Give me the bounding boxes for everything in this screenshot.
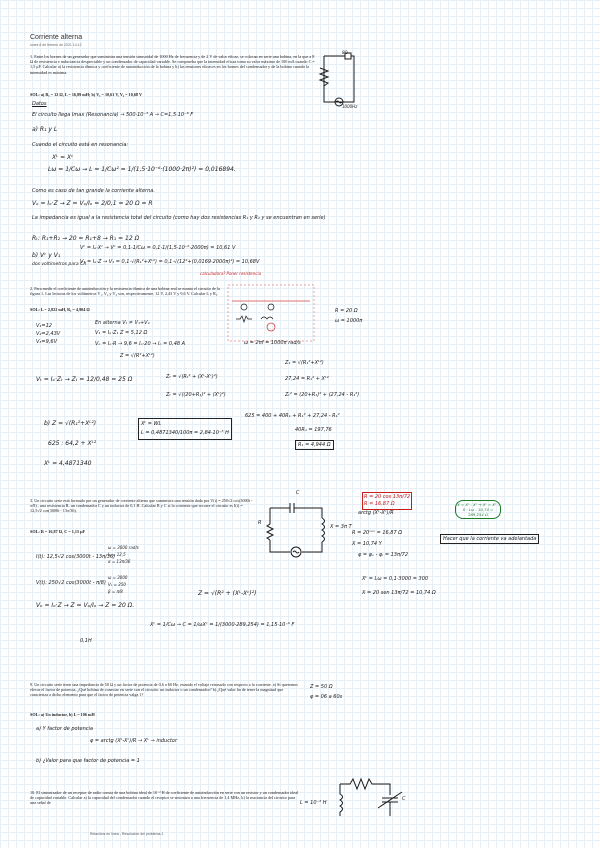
p1-hw-line: b) Vᶜ y V₁	[32, 252, 61, 259]
problem-1-statement: 1. Entre los bornes de un generador que suministra una tensión sinusoidal de 1000 Hz de frecuencia y de 2 V de valor eficaz, se colocan en serie una bobina, en la que a 8 Ω de resistencia e inductancia despreciable y un condensador de capacidad variable. Se comprueba que la intensidad eficaz toma su valor máximo de 100 mA cuando C = 1,5 μF. Calcular a) la resistencia óhmica y coeficiente de autoinducción de la bobina y b) las tensiones eficaces en los bornes del condensador y de la bobina cuando la intensidad es máxima.	[30, 54, 315, 75]
p2-hw-knowns: V₁=12 V₂=2,43V V₃=9,6V	[36, 323, 61, 345]
p2-hw-line: b) Z = √(R₁²+Xᴸ²)	[44, 420, 97, 427]
p3-hw-line: Xᴸ = Lω = 0,1·3000 = 300	[362, 576, 429, 582]
p1-hw-line: Xᴸ = Xᶜ	[52, 154, 74, 161]
p9-hw-line: b) ¿Valor para que factor de potencia = 1	[36, 758, 140, 764]
p2-hw-line: ω = 2πf = 1000π rad/s	[244, 340, 301, 346]
p3-circuit-label-r: R	[258, 520, 262, 526]
problem-9-solution: SOL: a) Un inductor, b) L = 106 mH	[30, 712, 95, 717]
p1-hw-note: calculadora? Poner resistencia	[200, 271, 262, 276]
p2-hw-line: Xᴸ = 4,4871340	[44, 460, 92, 467]
p3-hw-line: Xᶜ = 1/Cω → C = 1/ωXᶜ = 1/(3000·289,254) = 1,15·10⁻⁶ F	[150, 622, 295, 628]
p2-hw-line: Xᴸ = WL	[141, 421, 162, 427]
problem-1-solution: SOL: a) R₁ = 12 Ω, L = 16,89 mH; b) V₁ = 10,61 V, V₂ = 10,68 V	[30, 92, 143, 97]
p2-result-box-R: R₁ = 4,944 Ω	[295, 440, 334, 450]
p2-hw-line: L = 0,4871340/100π = 2,84·10⁻³ H	[141, 430, 229, 436]
problem-10-statement: 10. El sintonizador de un receptor de radio consta de una bobina ideal de 10⁻³ H de coeficiente de autoinducción en serie con un resistor y un condensador ideal de capacidad variable. Calcular a) la capacidad del condensador cuando el receptor se sintoniza a una frecuencia de 1,4 MHz, b) la reactancia del circuito para una señal de	[30, 790, 299, 806]
p1-hw-line: El circuito llega Imax (Resonancia) → 500·10⁻³ A → C=1,5·10⁻⁶ F	[32, 112, 194, 118]
p1-circuit-diagram	[318, 50, 360, 110]
p3-hw-line: arctg (Xᴸ-Xᶜ)/R	[358, 510, 394, 516]
p9-hw-line: φ = 06 a 60s	[310, 694, 343, 700]
p3-hw-line: φ = φᵥ - φᵢ = 13π/72	[358, 552, 409, 558]
problem-2-solution: SOL: L = 2,822 mH, R₁ = 4,904 Ω	[30, 307, 90, 312]
p3-circuit-diagram	[262, 500, 332, 560]
p2-hw-line: Z₁ = √(R₁²+Xᴸ²)	[285, 360, 324, 366]
p9-hw-line: a) Y factor de potencia	[36, 726, 93, 732]
p2-hw-line: R = 20 Ω	[335, 308, 358, 314]
p3-circuit-label-c: C	[296, 490, 300, 496]
p1-hw-line: Lω = 1/Cω → L = 1/Cω² = 1/(1,5·10⁻⁶·(1000·2π)²) = 0,016894.	[48, 166, 236, 173]
p3-hw-line: X = 10,74 Y	[352, 541, 382, 547]
problem-2-statement: 2. Para medir el coeficiente de autoinducción y la resistencia óhmica de una bobina real se monta el circuito de la figura 1. Las lecturas de los voltímetros V₁, V₂ y V₃ son, respectivamente, 12 V, 2,43 V y 9,6 V. Calcular L y R₁.	[30, 286, 220, 297]
p9-hw-line: Z = 50 Ω	[310, 684, 333, 690]
p1-circuit-label: 8Ω	[342, 50, 348, 55]
page-title: Corriente alterna	[30, 34, 83, 41]
p3-hw-voltage-params: ω = 3000 Vₒ = 250 β = π/8	[108, 575, 128, 594]
p2-hw-line: V₁ = Iₑ·Z₁ Z = 5,12 Ω	[95, 330, 148, 336]
page-date: lunes 8 de febrero de 2021 14:12	[30, 43, 82, 47]
p2-hw-line: Vₜ = Iₒ·Zₜ → Zₜ = 12/0,48 = 25 Ω	[36, 376, 133, 383]
p3-hw-line: V(t): 250√2 cos(3000t - π/8)	[36, 580, 106, 586]
p3-hw-line: X = 20 sen 13π/72 = 10,74 Ω	[362, 590, 436, 596]
p3-phi-box: Hacer que la corriente va adelantada	[440, 534, 539, 544]
p1-hw-line: La impedancia es igual a la resistencia total del circuito (como hay dos resistencias R₁ y R₂ y se encuentran en serie)	[32, 215, 326, 221]
p1-hw-line: a) R₁ y L	[32, 126, 58, 133]
p3-hw-line: I(t): 12,5√2 cos(3000t - 13π/36)	[36, 554, 116, 560]
p2-hw-line: 625 : 64,2 + Xᴸ²	[48, 440, 97, 447]
p2-hw-line: 625 = 400 + 40R₁ + R₁² + 27,24 - R₁²	[245, 413, 340, 419]
p2-hw-line: 27,24 = R₁² + Xᴸ²	[285, 376, 329, 382]
p2-result-box-L	[138, 418, 232, 440]
p2-circuit-figure	[226, 283, 316, 343]
p2-hw-line: Vₒ = Iₒ·R → 9,6 = Iₒ·20 → Iₒ = 0,48 A	[95, 341, 186, 347]
p10-circuit-diagram	[330, 770, 410, 820]
p3-hw-line: 0,1H	[80, 638, 92, 644]
p10-hw-line: L = 10⁻³ H	[300, 800, 327, 806]
p2-hw-line: En alterna Vₜ ≠ V₁+V₂	[95, 320, 150, 326]
p2-hw-line: Zₜ = √(Rₜ² + (Xᴸ-Xᶜ)²)	[166, 374, 218, 380]
p1-hw-line: dos voltímetros para CA	[32, 262, 87, 267]
p10-hw-line: C	[402, 796, 406, 802]
p1-hw-line: Cuando el circuito está en resonancia:	[32, 142, 129, 148]
p1-hw-line: Vᶜ = Iₑ·Xᶜ → Vᶜ = 0,1·1/Cω = 0,1·1/(1,5·10⁻⁶·2000π) = 10,61 V	[80, 245, 236, 251]
page-footer: Relacións en línea - Resolución del problema 1	[90, 832, 164, 836]
p9-hw-line: φ = arctg (Xᴸ-Xᶜ)/R → Xᴸ → inductor	[90, 738, 178, 744]
p3-green-note: X = Xᴸ - Xᶜ → Xᶜ = Xᴸ - X : Lω - 10,74 = 289,254 Ω	[455, 500, 501, 519]
p1-hw-datos: Datos	[32, 101, 47, 107]
p1-circuit-label: 1000Hz	[342, 104, 358, 109]
p3-hw-line: R = 20ᶜᵒˢ = 16,87 Ω	[352, 530, 403, 536]
problem-9-statement: 9. Un circuito serie tiene una impedancia de 50 Ω y un factor de potencia de 0,6 a 60 Hz, estando el voltaje retrasado con respecto a la corriente. a) Si queremos elevar el factor de potencia, ¿Qué bobina de conectar en serie con el circuito: un inductor o un condensador? b) ¿Qué valor ha de tener la magnitud que caracteriza a dicho elemento para que el factor de potencia valga 1?	[30, 682, 298, 698]
p3-hw-line: Vₒ = Iₒ·Z → Z = Vₒ/Iₒ → Z = 20 Ω.	[36, 602, 135, 609]
p2-hw-line: Z = √(R²+Xᴸ²)	[120, 353, 155, 359]
p2-hw-line: Zₜ = √((20+R₁)² + (Xᴸ)²)	[166, 392, 226, 398]
p1-hw-line: Rₜ: R₁+R₂ → 20 = R₁+8 → R₁ = 12 Ω	[32, 235, 140, 242]
p3-hw-line: Z = √(R² + (Xᴸ-Xᶜ)²)	[198, 590, 257, 597]
p2-hw-line: Zₜ² = (20+R₁)² + (27,24 - R₁²)	[285, 392, 360, 398]
p1-hw-line: Vₒ = Iₒ·Z → Z = Vₒ/Iₒ = 2/0,1 = 20 Ω = R	[32, 200, 153, 207]
problem-3-statement: 3. Un circuito serie está formado por un generador de corriente alterna que suministra una tensión dada por V(t) = 250√2 cos(3000t - π/8) , una resistencia R, un condensador C y un inductor de 0,1 H. Calcular R y C si la corriente que recorre el circuito es I(t) = 12,5√2 cos(3000t - 13π/36).	[30, 498, 253, 514]
p3-circuit-label-l: X = 3π T	[330, 524, 352, 530]
problem-3-solution: SOL: R = 16,87 Ω, C = 1,15 μF	[30, 529, 86, 534]
p2-hw-line: ω = 1000π	[335, 318, 363, 324]
p2-hw-line: 40R₁ = 197,76	[295, 427, 332, 433]
p3-hw-current-params: ω = 3000 rad/s Iₒ = 12,5 α = 13π/36	[108, 545, 139, 564]
p3-red-result-box: R = 20 cos 13π/72 R = 16,87 Ω	[362, 492, 412, 510]
p1-hw-line: Como es caso de tan grande la corriente alterna.	[32, 188, 155, 194]
p1-hw-line: V₁ = Iₑ·Z → V₁ = 0,1·√(R₁²+Xᴸ²) = 0,1·√(12²+(0,0169·2000π)²) = 10,68V	[80, 259, 260, 265]
